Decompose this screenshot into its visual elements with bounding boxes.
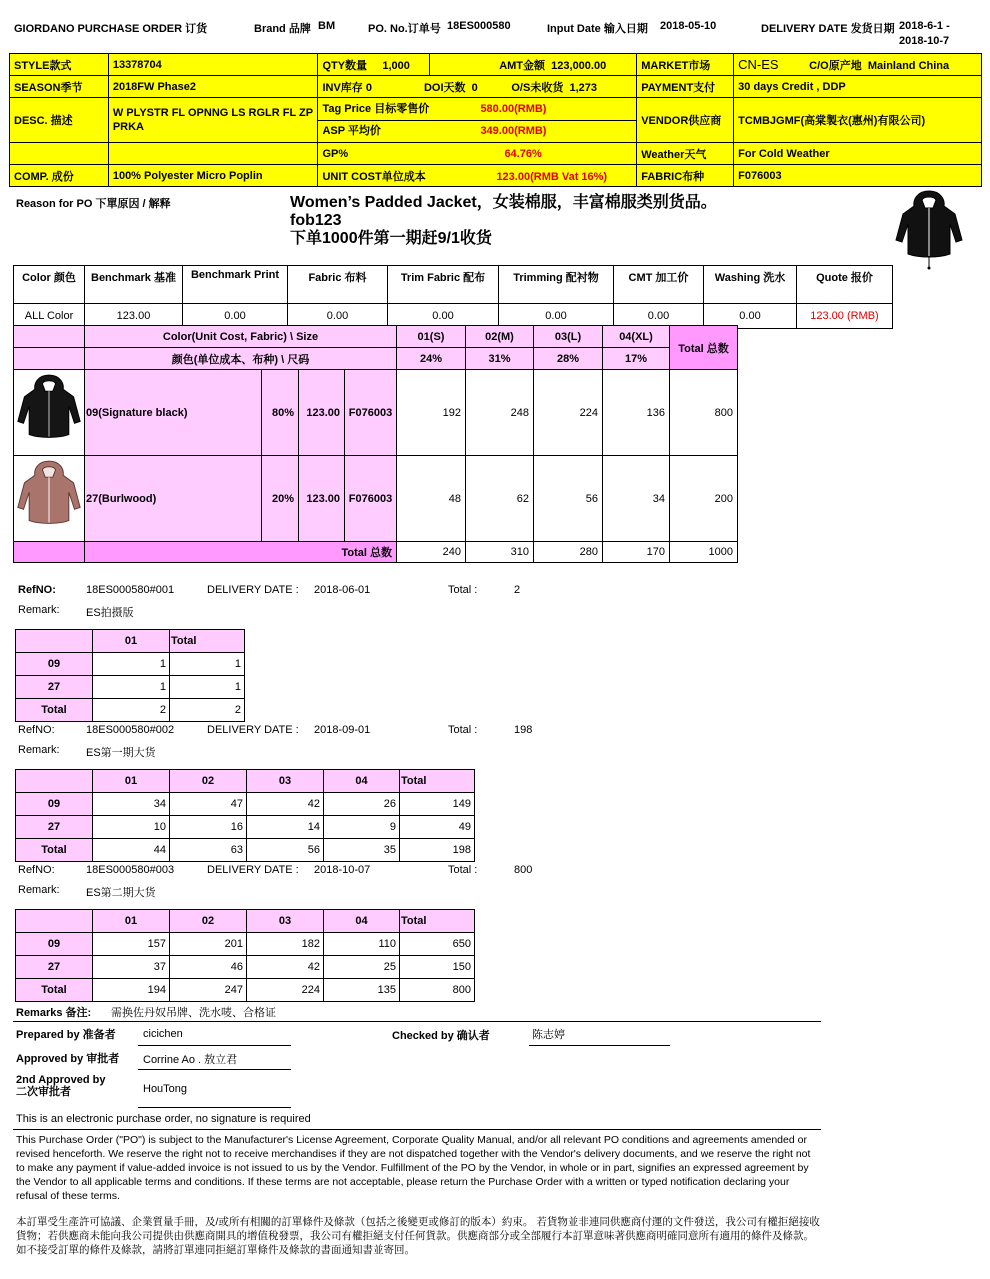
delivery-2-table	[15, 769, 475, 862]
qty-cell: 247	[170, 979, 247, 1002]
prepared-value: cicichen	[143, 1028, 183, 1040]
payment-label: PAYMENT支付	[637, 76, 734, 98]
qty-cell: 49	[400, 816, 475, 839]
sum-row	[14, 542, 738, 563]
size-header-2: 颜色(单位成本、布种) \ 尺码	[85, 348, 397, 370]
cost-value: 0.00	[614, 304, 704, 329]
color-image-cell	[14, 456, 85, 542]
size-col-header: 03	[247, 910, 324, 933]
qty-cell: 16	[170, 816, 247, 839]
qty-cell: 224	[534, 370, 603, 456]
qty-cell: 14	[247, 816, 324, 839]
doi-label: DOI天数	[423, 81, 466, 94]
qty-cell: 1	[170, 676, 245, 699]
remark-value: ES第二期大货	[86, 887, 156, 899]
size-col-header: 04	[324, 770, 400, 793]
fabric-label: FABRIC布种	[637, 165, 734, 187]
price-cell	[318, 98, 637, 143]
checked-value: 陈志婷	[532, 1029, 565, 1041]
row-total: 200	[670, 456, 738, 542]
qty-cell: 194	[93, 979, 170, 1002]
size-label: 04(XL)	[603, 326, 670, 348]
delivery-date-value: 2018-06-01	[314, 584, 371, 596]
qty-label: QTY数量	[322, 59, 368, 72]
qty-cell	[318, 54, 430, 76]
image-header-cell	[14, 326, 85, 348]
total-row-label: Total	[16, 979, 93, 1002]
sum-cell: 280	[534, 542, 603, 563]
qty-cell: 10	[93, 816, 170, 839]
cost-header: Trimming 配衬物	[499, 266, 614, 304]
style-value: 13378704	[108, 54, 318, 76]
delivery-date-start: 2018-6-1 -	[899, 20, 950, 32]
color-code: 09	[16, 653, 93, 676]
blank-cell-a	[10, 143, 109, 165]
reason-text	[290, 194, 717, 248]
fabric-value: F076003	[734, 165, 982, 187]
qty-cell: 9	[324, 816, 400, 839]
origin-label: C/O原产地	[809, 59, 862, 72]
unit-cost-value: 123.00(RMB Vat 16%)	[496, 170, 608, 183]
total-row-label: Total	[16, 839, 93, 862]
color-fabric: F076003	[345, 370, 397, 456]
delivery-1-info	[18, 584, 56, 596]
delivery-date-label: DELIVERY DATE 发货日期	[761, 23, 895, 35]
remark-value: ES第一期大货	[86, 747, 156, 759]
amt-label: AMT金额	[499, 59, 546, 72]
qty-cell: 63	[170, 839, 247, 862]
delivery-date-end: 2018-10-7	[899, 35, 950, 47]
qty-cell: 35	[324, 839, 400, 862]
comp-label: COMP. 成份	[10, 165, 109, 187]
color-code: 09	[16, 933, 93, 956]
qty-cell: 224	[247, 979, 324, 1002]
delivery-total-label: Total :	[448, 864, 478, 876]
qty-cell: 47	[170, 793, 247, 816]
reason-label: Reason for PO 下單原因 / 解释	[16, 198, 171, 210]
signature-line	[138, 1107, 291, 1108]
inv-value: 0	[365, 81, 372, 94]
info-table	[9, 53, 982, 187]
desc-value: W PLYSTR FL OPNNG LS RGLR FL ZP PRKA	[108, 98, 318, 143]
signature-line	[138, 1045, 291, 1046]
doi-value: 0	[471, 81, 478, 94]
os-label: O/S未收货	[511, 81, 564, 94]
payment-value: 30 days Credit , DDP	[734, 76, 982, 98]
delivery-total-value: 800	[514, 864, 533, 876]
approved-label: Approved by 审批者	[16, 1053, 120, 1065]
color-code: 27	[16, 676, 93, 699]
color-name: 09(Signature black)	[85, 370, 262, 456]
sum-grand-total: 1000	[670, 542, 738, 563]
qty-cell: 149	[400, 793, 475, 816]
brand-label: Brand 品牌	[254, 23, 311, 35]
qty-cell: 48	[397, 456, 466, 542]
prepared-label: Prepared by 准备者	[16, 1029, 116, 1041]
cost-table	[13, 265, 893, 329]
size-col-header: 01	[93, 910, 170, 933]
qty-cell: 135	[324, 979, 400, 1002]
image-header-cell	[14, 348, 85, 370]
qty-cell: 110	[324, 933, 400, 956]
sum-label: Total 总数	[85, 542, 397, 563]
delivery-total-label: Total :	[448, 584, 478, 596]
remark-label: Remark:	[18, 604, 60, 616]
cost-header: Fabric 布料	[288, 266, 388, 304]
delivery-total-value: 198	[514, 724, 533, 736]
delivery-date-label: DELIVERY DATE :	[207, 864, 299, 876]
inventory-cell	[318, 76, 637, 98]
size-col-header: 02	[170, 770, 247, 793]
qty-cell: 650	[400, 933, 475, 956]
qty-cell: 198	[400, 839, 475, 862]
color-pct: 80%	[262, 370, 299, 456]
checked-label: Checked by 确认者	[392, 1030, 490, 1042]
delivery-3-table	[15, 909, 475, 1002]
cost-value: 0.00	[288, 304, 388, 329]
po-title: GIORDANO PURCHASE ORDER 订货	[14, 23, 208, 35]
asp-row	[318, 121, 636, 142]
size-col-header: 04	[324, 910, 400, 933]
quote-value: 123.00 (RMB)	[797, 304, 893, 329]
corner-cell	[16, 630, 93, 653]
corner-cell	[16, 770, 93, 793]
color-image-cell	[14, 370, 85, 456]
row-total: 800	[670, 370, 738, 456]
origin-value: Mainland China	[867, 59, 950, 72]
gp-cell	[318, 143, 637, 165]
market-value: CN-ES	[738, 56, 779, 72]
size-ratio: 24%	[397, 348, 466, 370]
cost-value: 0.00	[183, 304, 288, 329]
color-cost: 123.00	[299, 370, 345, 456]
tag-price-value: 580.00(RMB)	[480, 103, 547, 115]
delivery-date-label: DELIVERY DATE :	[207, 584, 299, 596]
asp-value: 349.00(RMB)	[480, 125, 547, 137]
unit-cost-label: UNIT COST单位成本	[322, 170, 426, 183]
qty-cell: 248	[466, 370, 534, 456]
delivery-1-table	[15, 629, 245, 722]
qty-cell: 2	[170, 699, 245, 722]
size-header-1: Color(Unit Cost, Fabric) \ Size	[85, 326, 397, 348]
total-col-header: Total	[400, 770, 475, 793]
approved-value: Corrine Ao . 敖立君	[143, 1054, 238, 1066]
qty-cell: 1	[93, 676, 170, 699]
approved2-value: HouTong	[143, 1083, 188, 1095]
refno-label: RefNO:	[18, 864, 55, 876]
brand-value: BM	[318, 20, 336, 32]
size-ratio: 17%	[603, 348, 670, 370]
color-row	[14, 370, 738, 456]
season-value: 2018FW Phase2	[108, 76, 318, 98]
total-col-header: Total	[170, 630, 245, 653]
delivery-date-label: DELIVERY DATE :	[207, 724, 299, 736]
delivery-total-value: 2	[514, 584, 521, 596]
qty-cell: 44	[93, 839, 170, 862]
vendor-label: VENDOR供应商	[637, 98, 734, 143]
terms-english: This Purchase Order ("PO") is subject to the Manufacturer's License Agreement, Corporate Quality Manual, and/or all relevant PO conditions and agreements amended or revised henceforth. We reserve the right not to receive merchandises if they are not dispatched together with the Vendor's delivery documents, and we reserve the right not to make any payment if value-added invoice is not issued to us by the Vendor. Fulfillment of the PO by the Vendor, in whole or in part, signifies an expressed agreement by the Vendor to all applicable terms and conditions. If these terms are not acceptable, please return the Purchase Order with a written or typed notification declaring your refusal of these terms.	[16, 1134, 811, 1202]
remark-label: Remark:	[18, 744, 60, 756]
cost-header: Color 颜色	[14, 266, 85, 304]
divider	[13, 1021, 821, 1022]
qty-cell: 26	[324, 793, 400, 816]
terms-chinese: 本訂單受生產許可協議、企業質量手冊，及/或所有相關的訂單條件及條款（包括之後變更或修訂的版本）約束。 若貨物並非連同供應商付運的文件發送，我公司有權拒絕接收貨物；若供應商未能向我公司提供由供應商開具的增值稅發票，我公司有權拒絕支付任何貨款。供應商部分或全部履行本訂單意味著供應商明確同意所有適用的條件及條款。如不接受訂單的條件及條款，請將訂單連同拒絕訂單條件及條款的書面通知書並寄回。	[16, 1216, 820, 1256]
reason-line-2: fob123	[290, 212, 342, 229]
sum-cell: 170	[603, 542, 670, 563]
qty-cell: 2	[93, 699, 170, 722]
size-col-header: 01	[93, 770, 170, 793]
inv-label: INV库存	[322, 81, 363, 94]
size-col-header: 01	[93, 630, 170, 653]
cost-value: 0.00	[499, 304, 614, 329]
divider	[13, 1129, 821, 1130]
refno-label: RefNO:	[18, 724, 55, 736]
market-cell	[734, 54, 982, 76]
qty-value: 1,000	[382, 59, 410, 72]
style-label: STYLE款式	[10, 54, 109, 76]
amt-cell	[430, 54, 637, 76]
asp-label: ASP 平均价	[322, 125, 381, 137]
amt-value: 123,000.00	[551, 59, 607, 72]
qty-cell: 56	[534, 456, 603, 542]
gp-value: 64.76%	[504, 147, 542, 160]
approved2-label-zh: 二次审批者	[16, 1086, 71, 1098]
qty-cell: 192	[397, 370, 466, 456]
input-date: 2018-05-10	[660, 20, 717, 32]
size-label: 01(S)	[397, 326, 466, 348]
qty-cell: 25	[324, 956, 400, 979]
corner-cell	[16, 910, 93, 933]
weather-value: For Cold Weather	[734, 143, 982, 165]
tag-price-row	[318, 98, 636, 121]
qty-cell: 34	[93, 793, 170, 816]
os-value: 1,273	[569, 81, 597, 94]
cost-value: 123.00	[85, 304, 183, 329]
cost-value: ALL Color	[14, 304, 85, 329]
cost-header: Quote 报价	[797, 266, 893, 304]
qty-cell: 37	[93, 956, 170, 979]
po-number-label: PO. No.订单号	[368, 23, 441, 35]
size-ratio: 31%	[466, 348, 534, 370]
color-cost: 123.00	[299, 456, 345, 542]
cost-header: CMT 加工价	[614, 266, 704, 304]
remarks-label: Remarks 备注:	[16, 1007, 92, 1019]
remark-label: Remark:	[18, 884, 60, 896]
cost-header: Washing 洗水	[704, 266, 797, 304]
unit-cost-cell	[318, 165, 637, 187]
size-col-header: 03	[247, 770, 324, 793]
cost-header: Benchmark 基准	[85, 266, 183, 304]
burlwood-jacket-icon	[15, 457, 83, 537]
qty-cell: 42	[247, 793, 324, 816]
sum-blank	[14, 542, 85, 563]
cost-header: Benchmark Print	[183, 266, 288, 304]
qty-cell: 1	[93, 653, 170, 676]
color-pct: 20%	[262, 456, 299, 542]
sum-cell: 310	[466, 542, 534, 563]
refno-value: 18ES000580#003	[86, 864, 175, 876]
color-code: 27	[16, 956, 93, 979]
signature-line	[529, 1045, 670, 1046]
qty-cell: 201	[170, 933, 247, 956]
market-label: MARKET市场	[637, 54, 734, 76]
jacket-sketch-icon	[893, 188, 965, 270]
sum-cell: 240	[397, 542, 466, 563]
cost-value: 0.00	[388, 304, 499, 329]
qty-cell: 34	[603, 456, 670, 542]
signature-line	[138, 1069, 291, 1070]
reason-line-1: Women’s Padded Jacket，女装棉服，丰富棉服类别货品。	[290, 194, 717, 211]
total-row-label: Total	[16, 699, 93, 722]
delivery-total-label: Total :	[448, 724, 478, 736]
reason-line-3: 下单1000件第一期赶9/1收货	[290, 230, 492, 247]
size-ratio: 28%	[534, 348, 603, 370]
remarks-text: 需换佐丹奴吊牌、洗水唛、合格证	[111, 1007, 276, 1019]
remark-value: ES拍摄版	[86, 607, 134, 619]
black-jacket-icon	[15, 371, 83, 451]
cost-value: 0.00	[704, 304, 797, 329]
cost-header: Trim Fabric 配布	[388, 266, 499, 304]
total-header: Total 总数	[670, 326, 738, 370]
color-code: 27	[16, 816, 93, 839]
color-name: 27(Burlwood)	[85, 456, 262, 542]
gp-label: GP%	[322, 147, 349, 160]
approved2-label	[16, 1074, 105, 1098]
weather-label: Weather天气	[637, 143, 734, 165]
color-row	[14, 456, 738, 542]
color-code: 09	[16, 793, 93, 816]
qty-cell: 150	[400, 956, 475, 979]
size-col-header: 02	[170, 910, 247, 933]
qty-cell: 56	[247, 839, 324, 862]
qty-cell: 1	[170, 653, 245, 676]
qty-cell: 157	[93, 933, 170, 956]
size-label: 02(M)	[466, 326, 534, 348]
blank-cell-b	[108, 143, 318, 165]
refno-label: RefNO:	[18, 584, 56, 596]
refno-value: 18ES000580#001	[86, 584, 175, 596]
electronic-note: This is an electronic purchase order, no signature is required	[16, 1113, 311, 1125]
cost-header-row	[14, 266, 893, 304]
color-fabric: F076003	[345, 456, 397, 542]
qty-cell: 42	[247, 956, 324, 979]
tag-price-label: Tag Price 目标零售价	[322, 103, 430, 115]
approved2-label-en: 2nd Approved by	[16, 1074, 106, 1086]
qty-cell: 800	[400, 979, 475, 1002]
qty-cell: 182	[247, 933, 324, 956]
vendor-value: TCMBJGMF(高棠製衣(惠州)有限公司)	[734, 98, 982, 143]
input-date-label: Input Date 输入日期	[547, 23, 648, 35]
season-label: SEASON季节	[10, 76, 109, 98]
delivery-date-value: 2018-09-01	[314, 724, 371, 736]
total-col-header: Total	[400, 910, 475, 933]
comp-value: 100% Polyester Micro Poplin	[108, 165, 318, 187]
qty-cell: 62	[466, 456, 534, 542]
refno-value: 18ES000580#002	[86, 724, 175, 736]
size-label: 03(L)	[534, 326, 603, 348]
desc-label: DESC. 描述	[10, 98, 109, 143]
qty-cell: 136	[603, 370, 670, 456]
qty-cell: 46	[170, 956, 247, 979]
po-number: 18ES000580	[447, 20, 511, 32]
size-table	[13, 325, 738, 563]
delivery-date-value: 2018-10-07	[314, 864, 371, 876]
